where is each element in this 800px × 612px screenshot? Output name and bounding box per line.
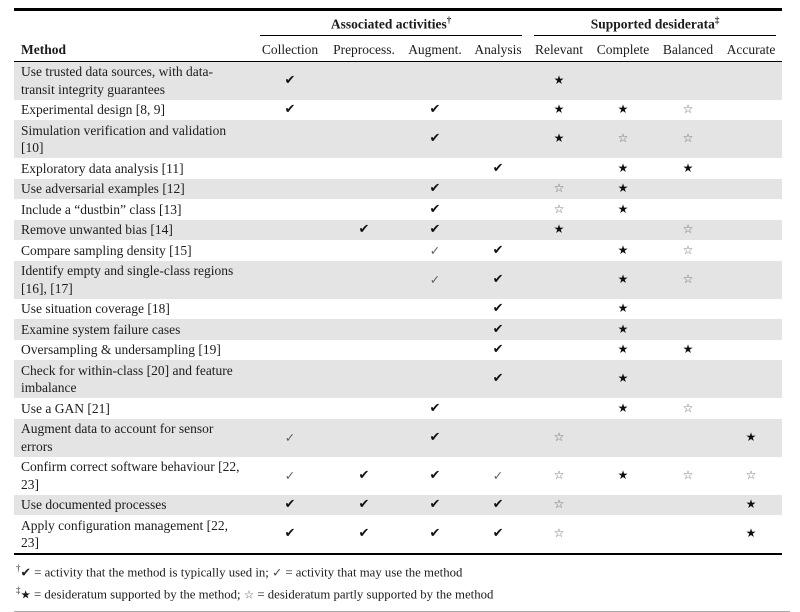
filled-star-icon: ★: [617, 342, 629, 356]
group-header-desiderata-label: Supported desiderata: [590, 16, 715, 32]
empty-cell: [528, 319, 590, 340]
light-check-icon: ✓: [272, 565, 283, 580]
filled-star-icon: ★: [682, 342, 694, 356]
bold-check-icon: ✔: [429, 201, 441, 217]
filled-star-icon: ★: [553, 102, 565, 116]
filled-star-icon: ★: [617, 400, 629, 415]
bold-check-icon: ✔: [429, 181, 441, 196]
bold-check-icon: ✔: [284, 497, 296, 512]
table-row: [14, 158, 782, 179]
filled-star-icon: ★: [617, 242, 629, 257]
table-row: [14, 457, 782, 495]
bold-check-icon: ✔: [429, 526, 441, 542]
filled-star-icon: ★: [617, 271, 629, 286]
empty-cell: [656, 299, 720, 320]
empty-cell: [326, 299, 402, 320]
method-cell: Augment data to account for sensor errors: [21, 421, 214, 454]
empty-cell: [656, 360, 720, 398]
method-cell: Use adversarial examples [12]: [21, 181, 185, 196]
empty-cell: [656, 515, 720, 554]
empty-cell: [402, 61, 468, 100]
empty-cell: [326, 340, 402, 361]
outline-star-icon: ☆: [553, 429, 565, 444]
bold-check-icon: ✔: [429, 429, 441, 445]
outline-star-icon: ☆: [682, 131, 694, 146]
table-row: [14, 319, 782, 340]
column-header-augment: Augment.: [402, 37, 468, 62]
bold-check-icon: ✔: [492, 342, 504, 357]
filled-star-icon: ★: [617, 181, 629, 195]
filled-star-icon: ★: [682, 160, 694, 175]
empty-cell: [326, 319, 402, 340]
table-row: [14, 240, 782, 261]
method-cell: Identify empty and single-class regions [16], [17]: [21, 263, 234, 296]
empty-cell: [402, 340, 468, 361]
outline-star-icon: ☆: [745, 467, 757, 482]
filled-star-icon: ★: [617, 371, 629, 386]
method-cell: Exploratory data analysis [11]: [21, 160, 184, 176]
empty-cell: [720, 240, 782, 261]
empty-cell: [326, 179, 402, 200]
table-row: [14, 61, 782, 100]
methods-table: [14, 8, 782, 555]
table-row: [14, 360, 782, 398]
empty-cell: [326, 398, 402, 419]
method-cell: Use documented processes: [21, 497, 167, 512]
empty-cell: [254, 398, 326, 419]
column-header-analysis: Analysis: [468, 37, 528, 62]
outline-star-icon: ☆: [553, 201, 565, 216]
empty-cell: [468, 398, 528, 419]
empty-cell: [720, 158, 782, 179]
method-cell: Remove unwanted bias [14]: [21, 222, 173, 237]
outline-star-icon: ☆: [617, 131, 629, 146]
bold-check-icon: ✔: [429, 497, 441, 512]
bold-check-icon: ✔: [492, 301, 504, 316]
group-header-activities: [254, 10, 528, 37]
empty-cell: [326, 100, 402, 121]
table-row: [14, 261, 782, 299]
filled-star-icon: ★: [617, 301, 629, 315]
empty-cell: [468, 61, 528, 100]
empty-cell: [254, 158, 326, 179]
empty-cell: [468, 220, 528, 241]
empty-cell: [468, 100, 528, 121]
outline-star-icon: ☆: [682, 271, 694, 286]
empty-cell: [326, 199, 402, 220]
bold-check-icon: ✔: [492, 271, 504, 287]
empty-cell: [656, 419, 720, 457]
column-header-accurate: Accurate: [720, 37, 782, 62]
empty-cell: [720, 61, 782, 100]
table-row: [14, 100, 782, 121]
footnote-desiderata-text2: = desideratum partly supported by the method: [254, 587, 494, 602]
filled-star-icon: ★: [553, 131, 565, 146]
method-cell: Check for within-class [20] and feature imbalance: [21, 362, 233, 395]
footnote-activities-text: = activity that the method is typically used in;: [30, 565, 273, 580]
table-row: [14, 515, 782, 554]
bold-check-icon: ✔: [492, 371, 504, 387]
column-header-row: [14, 37, 782, 62]
method-cell: Compare sampling density [15]: [21, 242, 192, 258]
outline-star-icon: ☆: [682, 467, 694, 482]
empty-cell: [720, 261, 782, 299]
table-row: [14, 398, 782, 419]
column-header-balanced: Balanced: [656, 37, 720, 62]
empty-cell: [254, 319, 326, 340]
empty-cell: [528, 261, 590, 299]
empty-cell: [720, 398, 782, 419]
double-dagger-marker: ‡: [714, 15, 720, 25]
bold-check-icon: ✔: [358, 497, 370, 512]
empty-cell: [720, 220, 782, 241]
dagger-marker: †: [16, 563, 21, 573]
table-row: [14, 299, 782, 320]
empty-cell: [402, 360, 468, 398]
empty-cell: [326, 61, 402, 100]
empty-cell: [254, 220, 326, 241]
group-header-desiderata: [528, 10, 782, 37]
bold-check-icon: ✔: [358, 222, 370, 237]
empty-cell: [254, 299, 326, 320]
bold-check-icon: ✔: [429, 222, 441, 237]
outline-star-icon: ☆: [553, 526, 565, 541]
bold-check-icon: ✔: [492, 242, 504, 258]
bold-check-icon: ✔: [284, 526, 296, 542]
column-header-preprocess: Preprocess.: [326, 37, 402, 62]
empty-cell: [656, 61, 720, 100]
footnotes: [14, 555, 790, 612]
empty-cell: [528, 240, 590, 261]
empty-cell: [528, 340, 590, 361]
outline-star-icon: ☆: [243, 587, 255, 602]
bold-check-icon: ✔: [492, 526, 504, 542]
column-header-method: Method: [14, 37, 254, 62]
empty-cell: [326, 240, 402, 261]
empty-cell: [402, 158, 468, 179]
empty-cell: [326, 419, 402, 457]
method-cell: Include a “dustbin” class [13]: [21, 201, 182, 217]
empty-cell: [468, 179, 528, 200]
column-header-relevant: Relevant: [528, 37, 590, 62]
method-cell: Oversampling & undersampling [19]: [21, 342, 221, 357]
empty-cell: [720, 340, 782, 361]
empty-cell: [254, 199, 326, 220]
group-header-spacer: [14, 10, 254, 37]
filled-star-icon: ★: [617, 102, 629, 116]
outline-star-icon: ☆: [682, 222, 694, 236]
footnote-desiderata: [16, 581, 790, 603]
empty-cell: [468, 199, 528, 220]
footnote-activities-text2: = activity that may use the method: [282, 565, 463, 580]
empty-cell: [720, 299, 782, 320]
double-dagger-marker: ‡: [16, 585, 21, 596]
method-cell: Apply configuration management [22, 23]: [21, 517, 228, 550]
table-row: [14, 220, 782, 241]
dagger-marker: †: [446, 15, 452, 25]
empty-cell: [468, 120, 528, 158]
empty-cell: [254, 240, 326, 261]
empty-cell: [590, 61, 656, 100]
bold-check-icon: ✔: [358, 526, 370, 542]
outline-star-icon: ☆: [553, 181, 565, 195]
empty-cell: [590, 220, 656, 241]
empty-cell: [254, 340, 326, 361]
table-body: [14, 61, 782, 554]
table-row: [14, 199, 782, 220]
empty-cell: [720, 319, 782, 340]
empty-cell: [528, 398, 590, 419]
bold-check-icon: ✔: [492, 160, 504, 176]
outline-star-icon: ☆: [682, 102, 694, 116]
method-cell: Use trusted data sources, with data-transit integrity guarantees: [21, 64, 213, 97]
filled-star-icon: ★: [617, 160, 629, 175]
bold-check-icon: ✔: [492, 497, 504, 512]
filled-star-icon: ★: [553, 222, 565, 236]
bold-check-icon: ✔: [284, 102, 296, 117]
empty-cell: [656, 179, 720, 200]
outline-star-icon: ☆: [682, 400, 694, 415]
empty-cell: [720, 120, 782, 158]
empty-cell: [590, 495, 656, 516]
method-cell: Examine system failure cases: [21, 321, 181, 337]
column-header-complete: Complete: [590, 37, 656, 62]
method-cell: Simulation verification and validation [10]: [21, 122, 227, 155]
empty-cell: [656, 495, 720, 516]
bold-check-icon: ✔: [429, 467, 441, 483]
empty-cell: [254, 360, 326, 398]
empty-cell: [720, 179, 782, 200]
method-cell: Use situation coverage [18]: [21, 301, 170, 316]
light-check-icon: ✓: [284, 467, 296, 483]
bold-check-icon: ✔: [20, 564, 31, 580]
bold-check-icon: ✔: [429, 131, 441, 147]
bold-check-icon: ✔: [429, 102, 441, 117]
light-check-icon: ✓: [492, 467, 504, 483]
outline-star-icon: ☆: [682, 242, 694, 257]
empty-cell: [720, 100, 782, 121]
empty-cell: [590, 419, 656, 457]
empty-cell: [468, 419, 528, 457]
table-row: [14, 419, 782, 457]
filled-star-icon: ★: [745, 497, 757, 511]
bold-check-icon: ✔: [284, 72, 296, 88]
empty-cell: [254, 261, 326, 299]
empty-cell: [326, 261, 402, 299]
light-check-icon: ✓: [284, 429, 296, 445]
empty-cell: [254, 179, 326, 200]
footnote-activities: [16, 559, 790, 581]
method-cell: Use a GAN [21]: [21, 400, 110, 416]
filled-star-icon: ★: [617, 321, 629, 336]
table-row: [14, 179, 782, 200]
column-header-collection: Collection: [254, 37, 326, 62]
filled-star-icon: ★: [617, 201, 629, 216]
group-header-activities-label: Associated activities: [330, 16, 447, 32]
empty-cell: [590, 515, 656, 554]
filled-star-icon: ★: [617, 467, 629, 482]
empty-cell: [656, 199, 720, 220]
footnote-desiderata-text: = desideratum supported by the method;: [30, 587, 244, 602]
empty-cell: [254, 120, 326, 158]
filled-star-icon: ★: [745, 429, 757, 444]
empty-cell: [528, 299, 590, 320]
table-row: [14, 120, 782, 158]
empty-cell: [528, 158, 590, 179]
light-check-icon: ✓: [429, 271, 441, 287]
empty-cell: [326, 120, 402, 158]
outline-star-icon: ☆: [553, 497, 565, 511]
filled-star-icon: ★: [553, 72, 565, 87]
empty-cell: [326, 360, 402, 398]
empty-cell: [528, 360, 590, 398]
table-row: [14, 340, 782, 361]
outline-star-icon: ☆: [553, 467, 565, 482]
empty-cell: [326, 158, 402, 179]
bold-check-icon: ✔: [358, 467, 370, 483]
empty-cell: [656, 319, 720, 340]
filled-star-icon: ★: [745, 526, 757, 541]
table-row: [14, 495, 782, 516]
bold-check-icon: ✔: [429, 400, 441, 416]
empty-cell: [720, 360, 782, 398]
method-cell: Experimental design [8, 9]: [21, 102, 165, 117]
empty-cell: [402, 319, 468, 340]
filled-star-icon: ★: [20, 587, 31, 602]
bold-check-icon: ✔: [492, 321, 504, 337]
group-header-row: [14, 10, 782, 37]
empty-cell: [402, 299, 468, 320]
method-cell: Confirm correct software behaviour [22, 23]: [21, 459, 240, 492]
light-check-icon: ✓: [429, 242, 441, 258]
empty-cell: [720, 199, 782, 220]
